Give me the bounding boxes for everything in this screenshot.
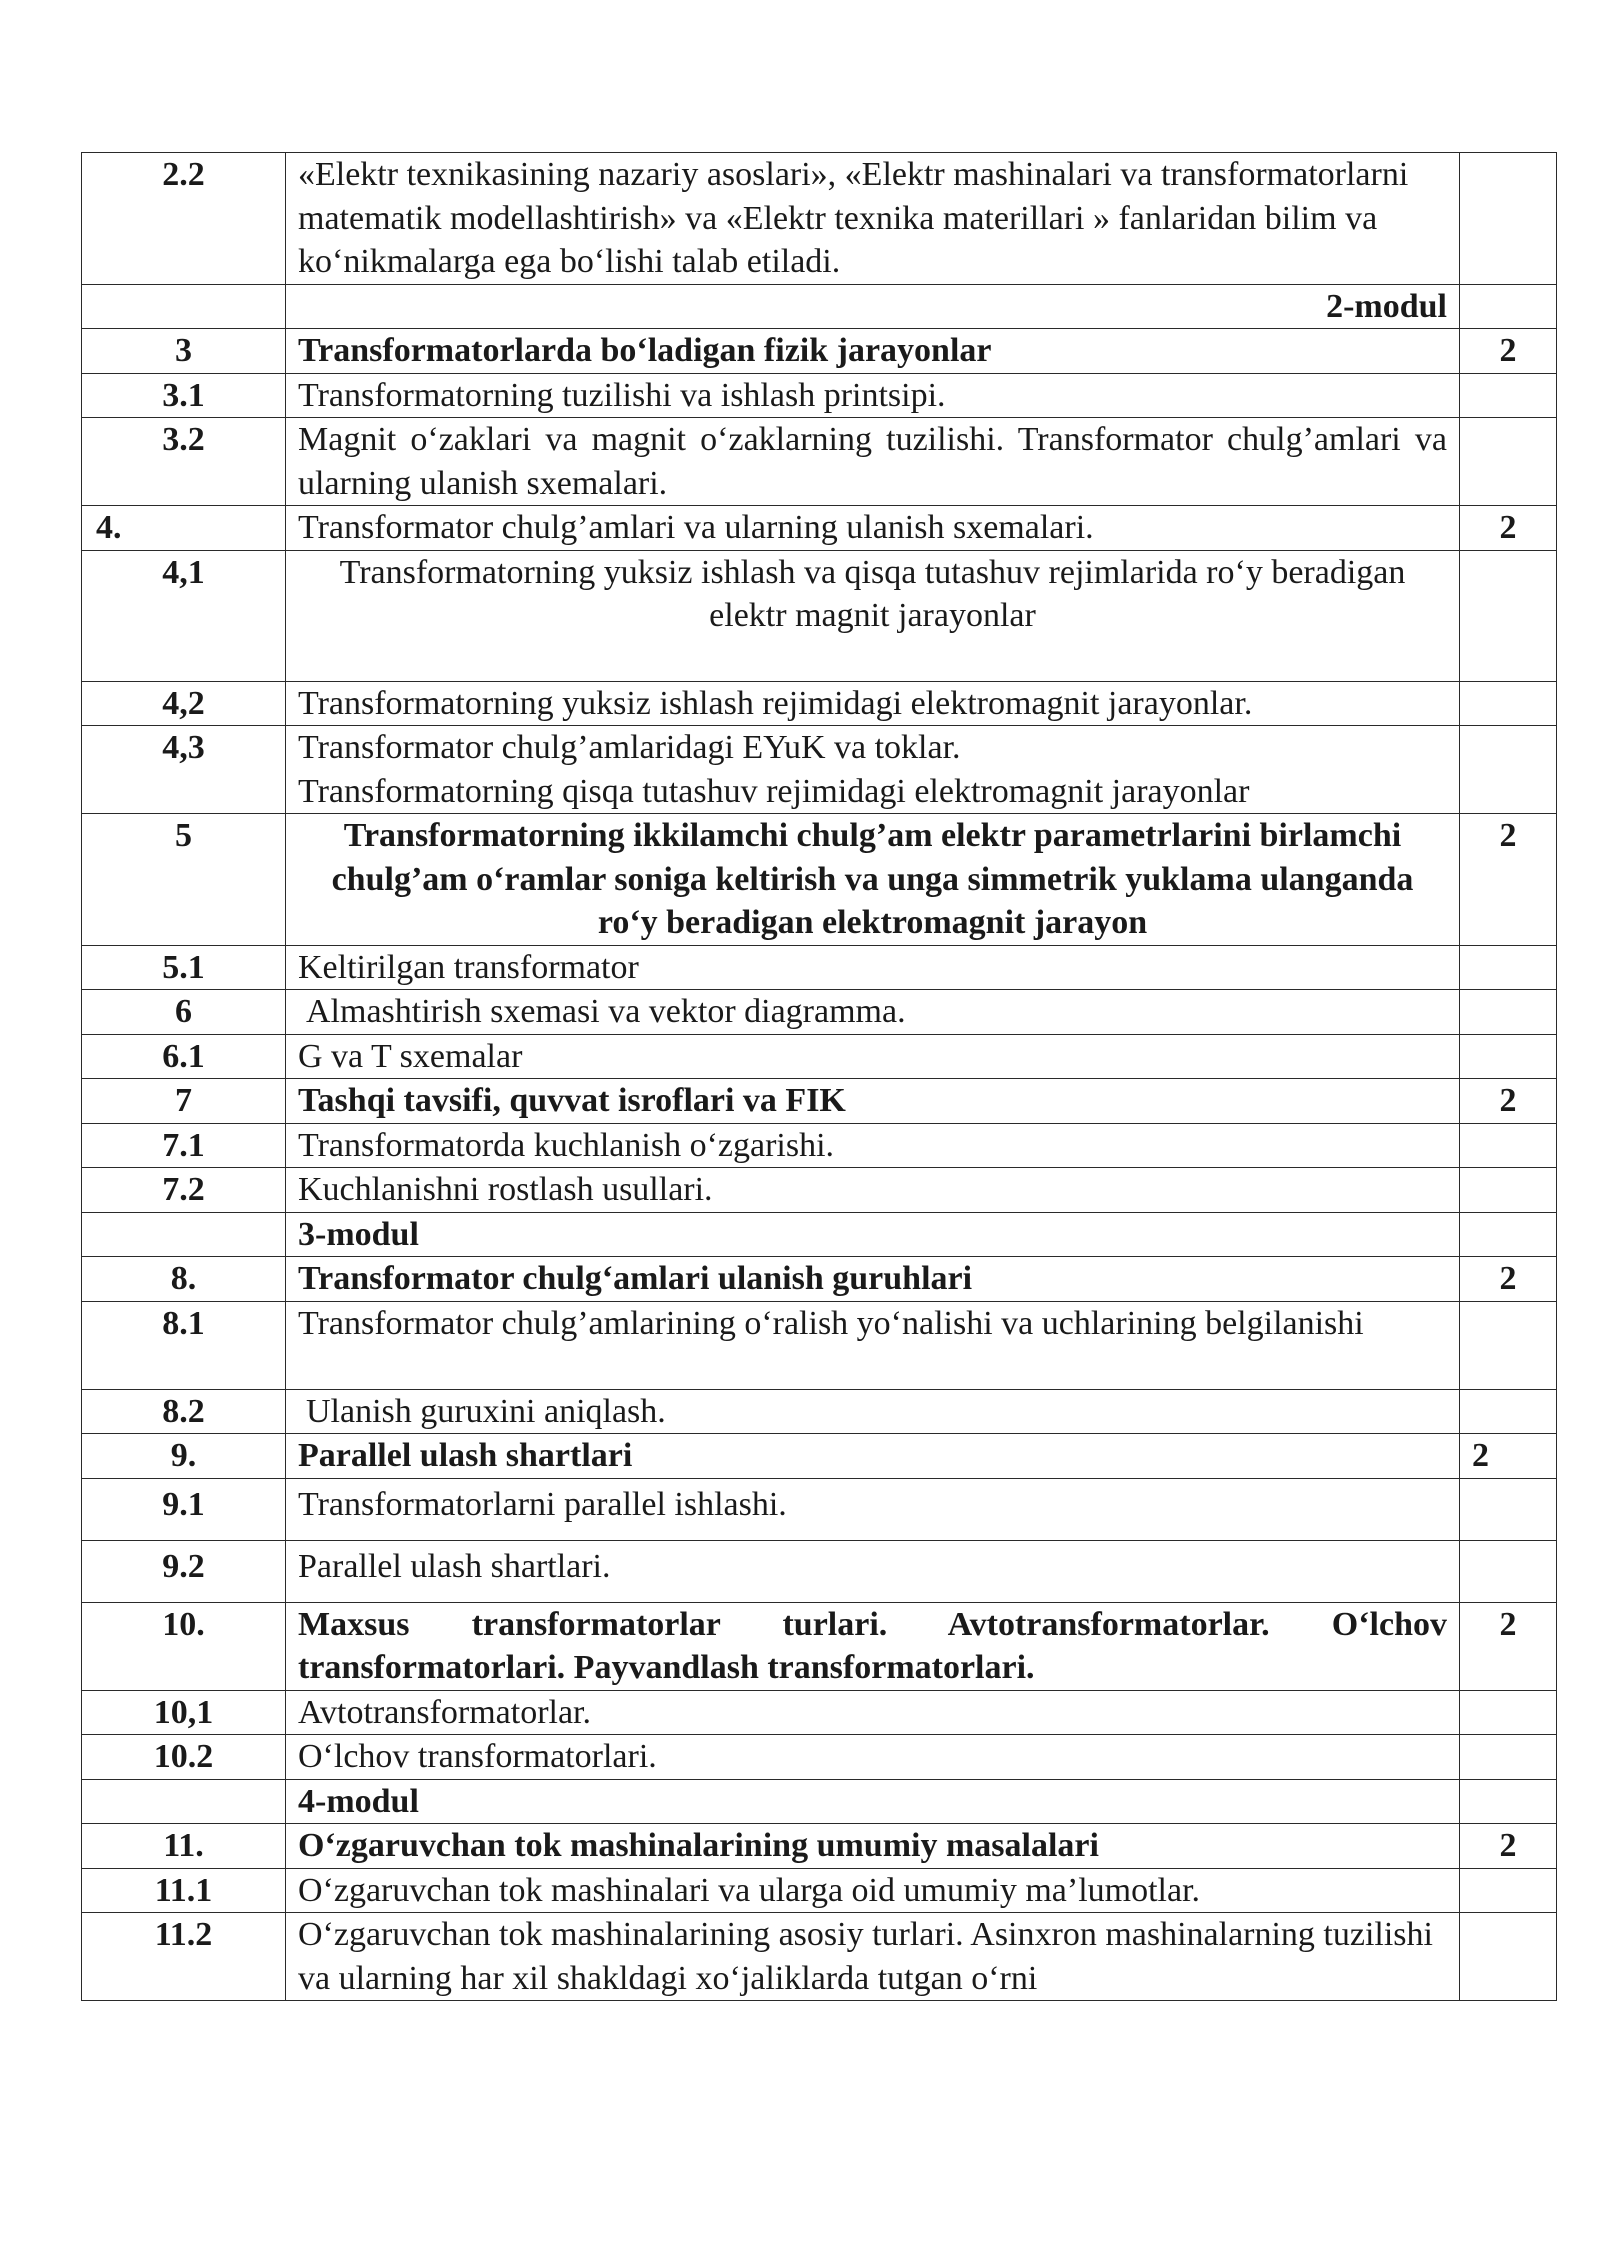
row-hours: 2	[1460, 1824, 1557, 1869]
table-row	[82, 1079, 1557, 1124]
row-number	[82, 1779, 286, 1824]
row-topic: Tashqi tavsifi, quvvat isroflari va FIK	[286, 1079, 1460, 1124]
row-topic: Parallel ulash shartlari	[286, 1434, 1460, 1479]
row-number: 4,2	[82, 681, 286, 726]
row-number: 8.1	[82, 1301, 286, 1389]
row-topic: Transformatorlarda bo‘ladigan fizik jarayonlar	[286, 329, 1460, 374]
syllabus-table	[81, 152, 1557, 2001]
row-hours: 2	[1460, 1257, 1557, 1302]
table-row	[82, 1602, 1557, 1690]
row-hours	[1460, 284, 1557, 329]
row-number: 9.	[82, 1434, 286, 1479]
row-number: 9.1	[82, 1478, 286, 1540]
row-hours	[1460, 990, 1557, 1035]
row-hours: 2	[1460, 814, 1557, 946]
row-hours	[1460, 1868, 1557, 1913]
row-topic: Ulanish guruxini aniqlash.	[286, 1389, 1460, 1434]
table-row	[82, 1034, 1557, 1079]
table-row	[82, 1540, 1557, 1602]
table-row	[82, 990, 1557, 1035]
row-number: 6	[82, 990, 286, 1035]
row-hours	[1460, 1690, 1557, 1735]
module-title: 4-modul	[286, 1779, 1460, 1824]
row-number: 3.2	[82, 418, 286, 506]
table-row	[82, 945, 1557, 990]
row-topic: Transformatorning yuksiz ishlash rejimidagi elektromagnit jarayonlar.	[286, 681, 1460, 726]
row-topic: Transformatorning yuksiz ishlash va qisqa tutashuv rejimlarida ro‘y beradigan elektr magnit jarayonlar	[286, 550, 1460, 681]
table-row	[82, 506, 1557, 551]
row-topic	[286, 726, 1460, 814]
row-hours	[1460, 1123, 1557, 1168]
row-hours: 2	[1460, 1079, 1557, 1124]
row-topic: Avtotransformatorlar.	[286, 1690, 1460, 1735]
row-number: 3	[82, 329, 286, 374]
row-number	[82, 284, 286, 329]
row-topic: Maxsus transformatorlar turlari. Avtotransformatorlar. O‘lchov transformatorlari. Payvandlash transformatorlari.	[286, 1602, 1460, 1690]
row-number: 2.2	[82, 153, 286, 285]
row-hours	[1460, 1913, 1557, 2001]
row-number: 5.1	[82, 945, 286, 990]
table-row	[82, 1735, 1557, 1780]
module-title: 2-modul	[286, 284, 1460, 329]
row-hours	[1460, 681, 1557, 726]
row-topic-line: Transformator chulg’amlaridagi EYuK va toklar.	[298, 729, 961, 766]
row-topic: O‘zgaruvchan tok mashinalarining asosiy turlari. Asinxron mashinalarning tuzilishi va ularning har xil shakldagi xo‘jaliklarda tutgan o‘rni	[286, 1913, 1460, 2001]
row-number: 9.2	[82, 1540, 286, 1602]
row-number: 11.2	[82, 1913, 286, 2001]
row-hours: 2	[1460, 329, 1557, 374]
row-topic: Transformatorlarni parallel ishlashi.	[286, 1478, 1460, 1540]
row-topic: Kuchlanishni rostlash usullari.	[286, 1168, 1460, 1213]
row-hours	[1460, 1301, 1557, 1389]
module-header-row	[82, 1779, 1557, 1824]
row-topic: G va T sxemalar	[286, 1034, 1460, 1079]
row-topic: Transformatorning tuzilishi va ishlash printsipi.	[286, 373, 1460, 418]
row-number: 3.1	[82, 373, 286, 418]
table-row	[82, 726, 1557, 814]
row-number: 11.1	[82, 1868, 286, 1913]
table-row	[82, 1868, 1557, 1913]
row-hours	[1460, 550, 1557, 681]
table-row	[82, 681, 1557, 726]
table-row	[82, 153, 1557, 285]
row-number: 10.	[82, 1602, 286, 1690]
row-hours	[1460, 1034, 1557, 1079]
module-header-row	[82, 1212, 1557, 1257]
row-topic: Parallel ulash shartlari.	[286, 1540, 1460, 1602]
table-row	[82, 373, 1557, 418]
row-topic: Transformator chulg‘amlari ulanish guruhlari	[286, 1257, 1460, 1302]
table-row	[82, 1123, 1557, 1168]
table-row	[82, 1434, 1557, 1479]
row-topic: Transformator chulg’amlarining o‘ralish yo‘nalishi va uchlarining belgilanishi	[286, 1301, 1460, 1389]
row-hours	[1460, 1735, 1557, 1780]
table-row	[82, 1301, 1557, 1389]
row-topic-line: Transformatorning qisqa tutashuv rejimidagi elektromagnit jarayonlar	[298, 772, 1250, 810]
table-row	[82, 1389, 1557, 1434]
table-row	[82, 814, 1557, 946]
row-topic: Transformatorning ikkilamchi chulg’am elektr parametrlarini birlamchi chulg’am o‘ramlar soniga keltirish va unga simmetrik yuklama ulanganda ro‘y beradigan elektromagnit jarayon	[286, 814, 1460, 946]
row-hours: 2	[1460, 1434, 1557, 1479]
row-number: 5	[82, 814, 286, 946]
module-title: 3-modul	[286, 1212, 1460, 1257]
row-number: 8.2	[82, 1389, 286, 1434]
row-hours	[1460, 945, 1557, 990]
table-row	[82, 1913, 1557, 2001]
document-page	[81, 152, 1556, 2001]
row-topic: O‘zgaruvchan tok mashinalarining umumiy masalalari	[286, 1824, 1460, 1869]
row-number: 10,1	[82, 1690, 286, 1735]
table-row	[82, 1168, 1557, 1213]
table-row	[82, 1478, 1557, 1540]
row-number	[82, 1212, 286, 1257]
row-hours: 2	[1460, 1602, 1557, 1690]
row-number: 8.	[82, 1257, 286, 1302]
row-hours	[1460, 1389, 1557, 1434]
row-number: 7.2	[82, 1168, 286, 1213]
module-header-row	[82, 284, 1557, 329]
row-number: 4,3	[82, 726, 286, 814]
row-topic: Transformator chulg’amlari va ularning ulanish sxemalari.	[286, 506, 1460, 551]
row-topic: Keltirilgan transformator	[286, 945, 1460, 990]
row-hours	[1460, 373, 1557, 418]
row-topic: Almashtirish sxemasi va vektor diagramma.	[286, 990, 1460, 1035]
row-hours: 2	[1460, 506, 1557, 551]
row-hours	[1460, 726, 1557, 814]
row-hours	[1460, 1478, 1557, 1540]
row-number: 7	[82, 1079, 286, 1124]
table-row	[82, 329, 1557, 374]
table-row	[82, 418, 1557, 506]
row-number: 4,1	[82, 550, 286, 681]
row-number: 10.2	[82, 1735, 286, 1780]
row-topic: «Elektr texnikasining nazariy asoslari», «Elektr mashinalari va transformatorlarni matematik modellashtirish» va «Elektr texnika materillari » fanlaridan bilim va ko‘nikmalarga ega bo‘lishi talab etiladi.	[286, 153, 1460, 285]
row-hours	[1460, 1779, 1557, 1824]
row-hours	[1460, 1212, 1557, 1257]
table-row	[82, 1257, 1557, 1302]
row-number: 11.	[82, 1824, 286, 1869]
table-row	[82, 1690, 1557, 1735]
row-hours	[1460, 153, 1557, 285]
row-topic: Transformatorda kuchlanish o‘zgarishi.	[286, 1123, 1460, 1168]
table-row	[82, 550, 1557, 681]
row-topic: O‘lchov transformatorlari.	[286, 1735, 1460, 1780]
row-number: 6.1	[82, 1034, 286, 1079]
row-topic: Magnit o‘zaklari va magnit o‘zaklarning tuzilishi. Transformator chulg’amlari va ularning ulanish sxemalari.	[286, 418, 1460, 506]
row-hours	[1460, 1540, 1557, 1602]
row-number: 7.1	[82, 1123, 286, 1168]
row-topic: O‘zgaruvchan tok mashinalari va ularga oid umumiy ma’lumotlar.	[286, 1868, 1460, 1913]
table-row	[82, 1824, 1557, 1869]
row-number: 4.	[82, 506, 286, 551]
row-hours	[1460, 1168, 1557, 1213]
row-hours	[1460, 418, 1557, 506]
